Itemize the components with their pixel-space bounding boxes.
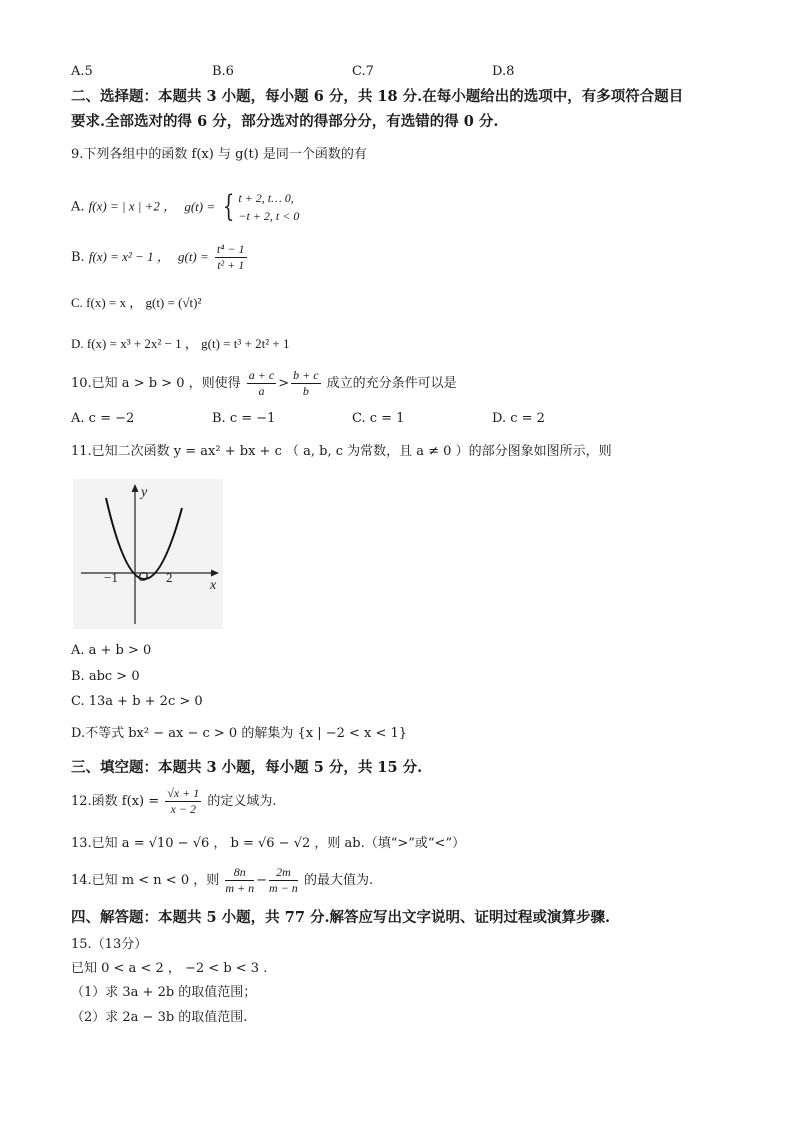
q14-post: 的最大值为. (303, 873, 374, 888)
brace-symbol: { (223, 189, 235, 224)
section2-line1: 二、选择题：本题共 3 小题，每小题 6 分，共 18 分.在每小题给出的选项中，有多项符合题目 (71, 88, 684, 105)
q14-frac2 (269, 865, 298, 896)
section4-header: 四、解答题：本题共 5 小题，共 77 分.解答应写出文字说明、证明过程或演算步骤. (71, 909, 611, 926)
q14 (71, 865, 373, 896)
q9-a-case2: −t + 2, t < 0 (238, 209, 300, 223)
graph-origin-label: O (138, 570, 149, 585)
q9-a-case1: t + 2, t… 0, (238, 191, 294, 205)
q9-option-a (71, 189, 299, 225)
q14-frac1 (225, 865, 254, 896)
q15-part1: （1）求 3a + 2b 的取值范围； (71, 985, 257, 1000)
q12-fraction (165, 786, 201, 817)
q15-part2: （2）求 2a − 3b 的取值范围. (71, 1010, 248, 1025)
q12-den: x − 2 (170, 802, 196, 816)
q10-option-c: C. c = 1 (352, 411, 405, 426)
q10-stem-pre: 10.已知 a > b > 0 ，则使得 (71, 376, 241, 391)
q13: 13.已知 a = √10 − √6 ， b = √6 − √2 ，则 ab.（填“>”或“<”） (71, 836, 466, 851)
q9-b-f: f(x) = x² − 1 ， (88, 249, 170, 264)
q11-option-d: D.不等式 bx² − ax − c > 0 的解集为 {x | −2 < x < 1} (71, 726, 408, 741)
q10-frac1-den: a (258, 384, 265, 398)
section2-line2: 要求.全部选对的得 6 分，部分选对的得部分分，有选错的得 0 分. (71, 113, 499, 130)
q10-option-b: B. c = −1 (212, 411, 276, 426)
q11-stem: 11.已知二次函数 y = ax² + bx + c （ a, b, c 为常数，且 a ≠ 0 ）的部分图象如图所示，则 (71, 444, 612, 459)
q14-num1: 8n (225, 865, 254, 881)
q10-frac2-num: b + c (293, 368, 319, 382)
parabola-graph (73, 479, 223, 629)
q9-b-den: t² + 1 (217, 258, 245, 272)
q11-option-c: C. 13a + b + 2c > 0 (71, 694, 203, 709)
q9-a-cases (238, 189, 299, 225)
q9-stem: 9.下列各组中的函数 f(x) 与 g(t) 是同一个函数的有 (71, 147, 367, 162)
q14-minus: − (256, 873, 268, 888)
q10-stem (71, 368, 457, 399)
q14-den1: m + n (225, 881, 255, 895)
q10-option-a: A. c = −2 (71, 411, 135, 426)
q12-post: 的定义域为. (207, 794, 277, 809)
graph-two-label: 2 (166, 570, 173, 585)
option-c-prev: C.7 (352, 64, 374, 79)
q10-frac1 (247, 368, 276, 399)
graph-x-label: x (210, 578, 217, 593)
q15-head: 15.（13分） (71, 937, 148, 952)
graph-neg1-label: −1 (104, 570, 118, 585)
q14-den2: m − n (269, 881, 298, 895)
q9-option-c: C. f(x) = x ， g(t) = (√t)² (71, 295, 202, 310)
q9-b-fraction (215, 242, 247, 273)
option-d-prev: D.8 (492, 64, 515, 79)
q9-b-num: t⁴ − 1 (216, 242, 245, 256)
q10-frac1-num: a + c (248, 368, 275, 382)
graph-background (73, 479, 223, 629)
q9-option-d: D. f(x) = x³ + 2x² − 1 ， g(t) = t³ + 2t² + 1 (71, 336, 290, 351)
q10-gt: > (278, 376, 290, 391)
q11-option-a: A. a + b > 0 (71, 643, 152, 658)
q9-a-f: f(x) = | x | +2 ， (88, 198, 177, 214)
option-b-prev: B.6 (212, 64, 234, 79)
q12-pre: 12.函数 f(x) = (71, 794, 160, 809)
q10-stem-post: 成立的充分条件可以是 (326, 376, 457, 391)
q14-pre: 14.已知 m < n < 0 ，则 (71, 873, 220, 888)
q10-frac2-den: b (302, 384, 309, 398)
q10-frac2 (291, 368, 320, 399)
q12-num: √x + 1 (167, 786, 200, 800)
q14-num2: 2m (269, 865, 298, 881)
graph-y-label: y (141, 485, 148, 500)
q9-b-g: g(t) = (177, 249, 209, 264)
q10-option-d: D. c = 2 (492, 411, 545, 426)
option-a-prev: A.5 (71, 64, 93, 79)
q15-given: 已知 0 < a < 2 ， −2 < b < 3 . (71, 961, 268, 976)
q9-a-g: g(t) = (184, 198, 216, 214)
q12 (71, 786, 277, 817)
section3-header: 三、填空题：本题共 3 小题，每小题 5 分，共 15 分. (71, 759, 423, 776)
q11-option-b: B. abc > 0 (71, 669, 140, 684)
q9-a-label: A. (71, 199, 85, 215)
q9-option-b (71, 242, 249, 273)
q9-b-label: B. (71, 250, 85, 265)
